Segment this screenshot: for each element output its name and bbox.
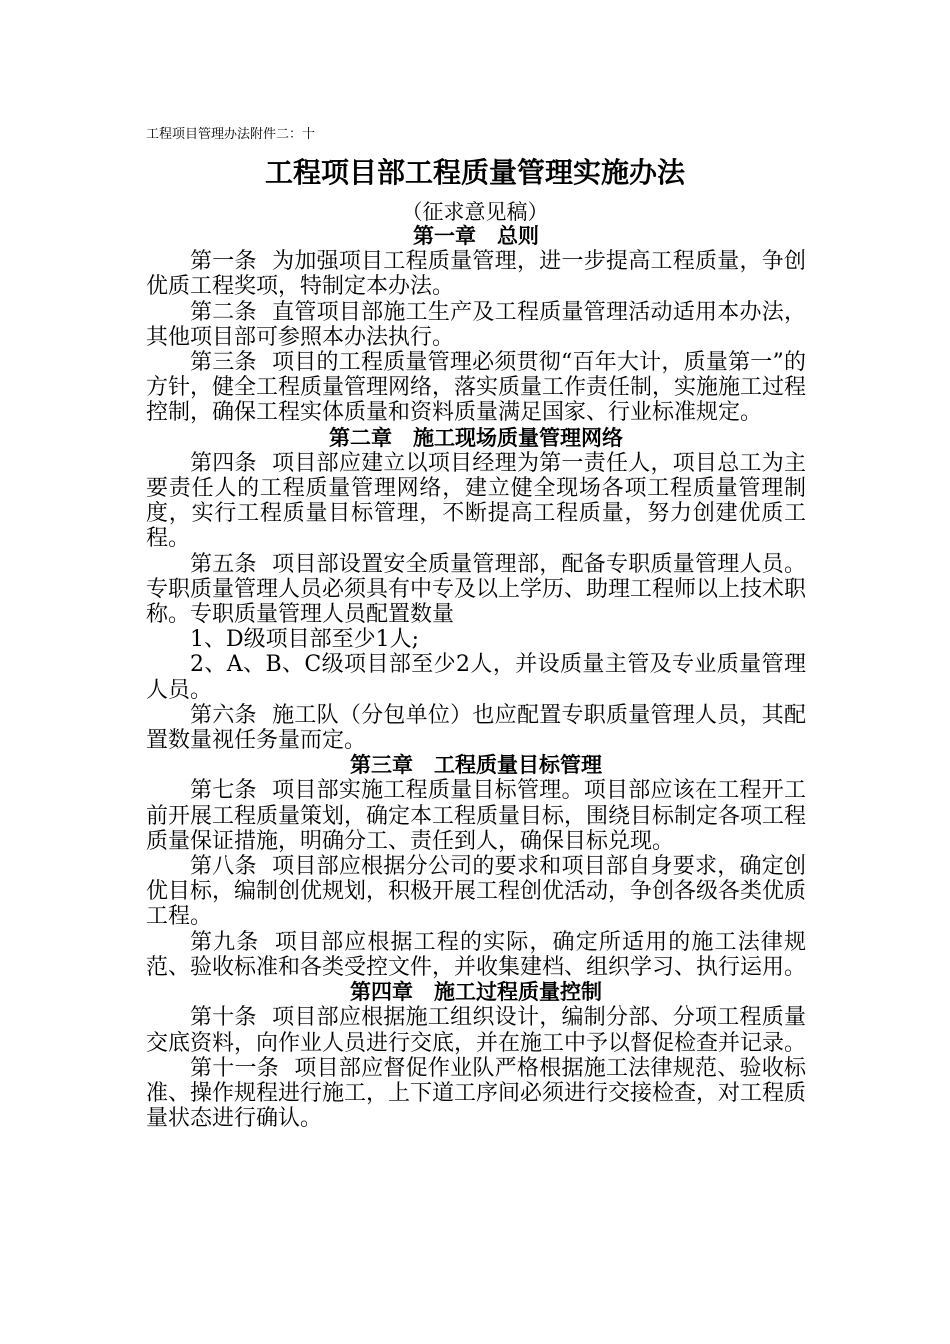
article-2 [146,300,806,350]
article-9 [146,930,806,980]
article-number: 第九条 [190,929,260,955]
article-text: 直管项目部施工生产及工程质量管理活动适用本办法，其他项目部可参照本办法执行。 [146,299,806,350]
article-number: 第七条 [190,778,257,804]
article-text: 项目部应建立以项目经理为第一责任人，项目总工为主要责任人的工程质量管理网络，建立健全现场各项工程质量管理制度，实行工程质量目标管理，不断提高工程质量，努力创建优质工程。 [146,450,806,552]
article-6 [146,703,806,753]
article-text: 项目部应根据施工组织设计，编制分部、分项工程质量交底资料，向作业人员进行交底，并在施工中予以督促检查并记录。 [146,1005,807,1056]
article-number: 第六条 [190,702,257,728]
staffing-item-1 [146,627,806,652]
article-1 [146,249,806,299]
article-7 [146,778,806,854]
article-text: 项目部设置安全质量管理部，配备专职质量管理人员。专职质量管理人员必须具有中专及以上学历、助理工程师以上技术职称。专职质量管理人员配置数量 [146,551,807,628]
chapter-2-heading: 第二章 施工现场质量管理网络 [329,425,623,450]
article-text: 项目部实施工程质量目标管理。项目部应该在工程开工前开展工程质量策划，确定本工程质量目标，围绕目标制定各项工程质量保证措施，明确分工、责任到人，确保目标兑现。 [146,778,807,854]
article-number: 第五条 [190,551,257,577]
staffing-item-2 [146,652,806,702]
item-text: 2、A、B、C级项目部至少2人，并设质量主管及专业质量管理人员。 [146,652,806,703]
document-title: 工程项目部工程质量管理实施办法 [264,156,685,189]
article-10 [146,1005,806,1055]
article-text: 项目部应根据分公司的要求和项目部自身要求，确定创优目标，编制创优规划，积极开展工程创优活动，争创各级各类优质工程。 [146,854,807,930]
document-subtitle: （征求意见稿） [401,200,549,224]
article-number: 第四条 [190,450,257,476]
article-text: 施工队（分包单位）也应配置专职质量管理人员，其配置数量视任务量而定。 [146,702,806,754]
item-text: 1、D级项目部至少1人; [190,627,420,653]
article-5 [146,552,806,628]
article-11 [146,1056,806,1132]
chapter-3-heading: 第三章 工程质量目标管理 [350,753,602,778]
article-text: 项目部应督促作业队严格根据施工法律规范、验收标准、操作规程进行施工，上下道工序间必须进行交接检查，对工程质量状态进行确认。 [146,1055,807,1132]
article-number: 第一条 [190,249,257,275]
chapter-1-heading: 第一章 总则 [413,224,539,248]
article-8 [146,854,806,930]
article-number: 第十条 [190,1005,257,1031]
attachment-note: 工程项目管理办法附件二：十 [146,127,316,142]
article-4 [146,451,806,552]
article-number: 第八条 [190,854,257,880]
document-body [146,224,806,1131]
article-3 [146,350,806,426]
article-text: 项目的工程质量管理必须贯彻“百年大计，质量第一”的方针，健全工程质量管理网络，落实质量工作责任制，实施施工过程控制，确保工程实体质量和资料质量满足国家、行业标准规定。 [146,350,807,426]
chapter-4-heading: 第四章 施工过程质量控制 [350,980,602,1005]
article-number: 第三条 [190,350,257,376]
article-number: 第十一条 [190,1055,280,1081]
article-text: 项目部应根据工程的实际，确定所适用的施工法律规范、验收标准和各类受控文件，并收集建档、组织学习、执行运用。 [146,929,807,980]
article-text: 为加强项目工程质量管理，进一步提高工程质量，争创优质工程奖项，特制定本办法。 [146,249,806,300]
article-number: 第二条 [190,299,257,325]
